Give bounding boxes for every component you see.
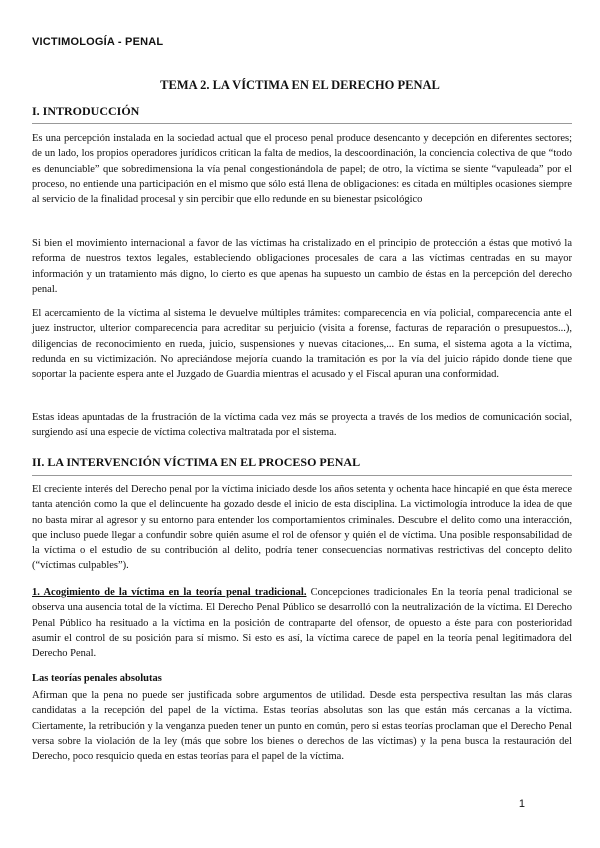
paragraph: Si bien el movimiento internacional a favor de las víctimas ha cristalizado en el principio de protección a éstas que motivó la reforma de nuestros textos legales, estableciendo obligaciones procesales de cara a las víctimas centradas en su mayor información y un tratamiento más digno, lo cierto es que apenas ha supuesto un cambio de éstas en la percepción del derecho penal. bbox=[32, 238, 572, 295]
section-divider bbox=[32, 475, 572, 476]
subsection-paragraph bbox=[32, 585, 572, 661]
subheading-teorias-absolutas: Las teorías penales absolutas bbox=[32, 673, 162, 684]
paragraph: El creciente interés del Derecho penal por la víctima iniciado desde los años setenta y ochenta hace hincapié en que ésta merece tanta atención como la que el delincuente ha gozado desde el inicio de esta disciplina. La victimología introduce la idea de que no basta mirar al agresor y su entorno para entender los comportamientos criminales. Descubre el delito como una interacción, que incluso puede llegar a confundir sobre quién asume el rol de ofensor y quién el de víctima. Una posible responsabilidad de la víctima o el estudio de su contribución al delito, podría tener consecuencias normativas restrictivas del concepto delito (“víctimas culpables”). bbox=[32, 484, 572, 572]
paragraph: Afirman que la pena no puede ser justificada sobre argumentos de utilidad. Desde esta perspectiva resultan las más claras candidatas a la recepción del papel de la víctima. Estas teorías absolutas son las que están más cercanas a la víctima. Ciertamente, la retribución y la venganza pueden tener un punto en común, pero si estas teorías proclaman que el Derecho Penal versa sobre la violación de la ley (más que sobre los bienes o derechos de las víctimas) y la pena busca la restauración del Derecho, poco resquicio queda en estas teorías para el papel de la víctima. bbox=[32, 690, 572, 763]
page-number: 1 bbox=[518, 798, 525, 810]
subsection-title: 1. Acogimiento de la víctima en la teoría penal tradicional. bbox=[32, 587, 307, 598]
section-heading-intervencion: II. LA INTERVENCIÓN VÍCTIMA EN EL PROCESO PENAL bbox=[32, 455, 361, 469]
paragraph: Es una percepción instalada en la sociedad actual que el proceso penal produce desencanto y decepción en diferentes sectores; de un lado, los propios operadores jurídicos critican la falta de medios, la descoordinación, la conciencia colectiva de que “todo es denunciable” que sobredimensiona la vía penal congestionándola de papel; de otro, la víctima se siente “vapuleada” por el proceso, no entiende una participación en el mismo que sólo está llena de obligaciones: es citada en múltiples ocasiones siempre al servicio de la finalidad procesal y sin percibir que ello redunde en su bienestar psicológico bbox=[32, 133, 572, 206]
subsection-text: Concepciones tradicionales En la teoría penal tradicional se observa una ausencia total de la víctima. El Derecho Penal Público se desarrolló con la neutralización de la víctima. El Derecho Penal Público ha resituado a la víctima en la posición de contraparte del ofensor, de opuesto a éste para con posterioridad asumir el control de su posición para sí mismo. Si esto es así, la víctima carece de papel en la teoría penal legitimadora del Derecho Penal. bbox=[32, 587, 572, 660]
page-title: TEMA 2. LA VÍCTIMA EN EL DERECHO PENAL bbox=[160, 78, 440, 92]
section-divider bbox=[32, 123, 572, 124]
paragraph: El acercamiento de la víctima al sistema le devuelve múltiples trámites: comparecencia en vía policial, comparecencia ante el juez instructor, ulterior comparecencia para acreditar su perjuicio (visita a forense, facturas de reparación o presupuestos...), diligencias de reconocimiento en rueda, juicio, suspensiones y nuevas citaciones,... En suma, el sistema agota a la víctima, redunda en su victimización. No apreciándose mejoría cuando la tramitación es por la vía del juicio rápido donde tiene que soportar la paciente espera ante el Juzgado de Guardia mientras el acusado y el Fiscal apuran una conformidad. bbox=[32, 308, 572, 381]
section-heading-introduccion: I. INTRODUCCIÓN bbox=[32, 104, 140, 118]
paragraph: Estas ideas apuntadas de la frustración de la víctima cada vez más se proyecta a través de los medios de comunicación social, surgiendo así una especie de víctima colectiva maltratada por el sistema. bbox=[32, 412, 572, 439]
document-header: VICTIMOLOGÍA - PENAL bbox=[32, 36, 164, 48]
